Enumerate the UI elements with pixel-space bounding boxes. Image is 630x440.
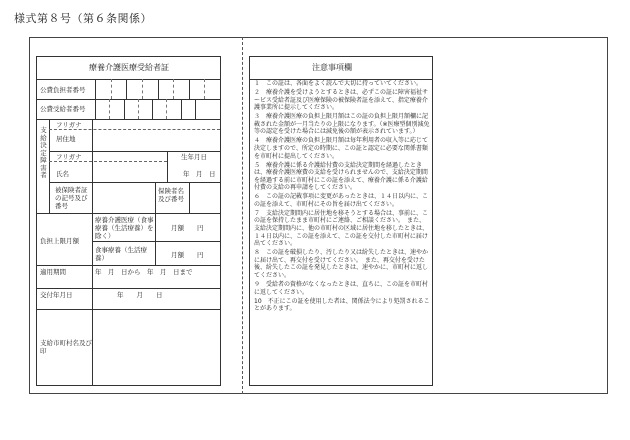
note-item: ７ 支給決定期間内に居住地を移そうとする場合は、事前に、この証を保持したまま市町村にご連絡、ご相談ください。 また、支給決定期間内に、他の市町村の区域に居住地を移したときは、１４日以内に、この証を添えて、この証を交付した市町村に届け出てください。: [254, 209, 429, 248]
note-item: 10 不正にこの証を使用した者は、関係法令により処罰されることがあります。: [254, 297, 430, 313]
limit-label: 負担上限月額: [40, 237, 79, 245]
issue-date-value: 年 月 日: [117, 291, 163, 299]
recipient-number-label: 公費受給者番号: [40, 105, 86, 113]
notes-title: 注意事項欄: [312, 63, 352, 72]
certificate-title: 療養介護医療受給者証: [89, 63, 169, 72]
note-item: ２ 療養介護を受けようとするときは、必ずこの証に障害福祉サービス受給者証及び医療保険の被保険者証を添えて、指定療養介護事業所に提示してください。: [254, 88, 429, 112]
birthdate-label: 生年月日: [181, 153, 207, 161]
birthdate-value: 年 月 日: [183, 170, 216, 178]
certificate-panel: [36, 56, 221, 386]
limit-item-meal: 食事療養（生活療養）: [95, 246, 147, 262]
name-label: 氏名: [56, 170, 69, 178]
municipality-label: 支給市町村名及び 印: [40, 339, 105, 355]
burden-number-label: 公費負担者番号: [40, 86, 86, 94]
note-item: ９ 受給者の資格がなくなったときは、直ちに、この証を市町村に返してください。: [254, 280, 429, 296]
note-item: ８ この証を破損したり、汚したり又は紛失したときは、速やかに届け出て、再交付を受けてください。 また、再交付を受けた後、紛失したこの証を発見したときは、速やかに、市町村に返してください。: [254, 249, 429, 279]
insured-card-label: 被保険者証の記号及び番号: [55, 186, 88, 210]
note-item: ４ 療養介護医療の負担上限月額は毎年利用者の収入等に応じて決定しますので、所定の時期に、この証と認定に必要な関係書類を市町村に提出してください。: [254, 137, 429, 160]
note-item: ５ 療養介護に係る介護給付費の支給決定期間を経過したときは、療養介護医療費の支給を受けられませんので、支給決定期間を経過する前に市町村にこの証を添えて、療養介護に係る介護給付費の支給の再申請をしてください。: [254, 161, 428, 192]
monthly-limit-medical: 月額 円: [171, 224, 204, 232]
fold-line: [242, 37, 243, 394]
beneficiary-group-label: 支給決定障害者: [40, 126, 47, 179]
address-label: 居住地: [56, 135, 76, 143]
period-value: 年 月 日から 年 月 日まで: [95, 268, 193, 276]
name-furigana-label: フリガナ: [56, 153, 82, 161]
period-label: 適用期間: [40, 268, 66, 276]
note-item: ３ 療養介護医療の負担上限月額はこの証の負担上限月額欄に記載された金額が一月当たりの上限になります。（※医療型個別減免等の認定を受けた場合には減免後の額が表示されています。）: [254, 113, 430, 136]
notes-list: [254, 80, 430, 314]
note-item: ６ この証の記載事項に変更があったときは、１４日以内に、この証を添えて、市町村にその旨を届け出てください。: [254, 193, 428, 208]
form-number-label: 様式第８号（第６条関係）: [14, 12, 152, 25]
note-item: １ この証は、各面をよく読んで大切に持っていてください。: [254, 80, 423, 87]
monthly-limit-meal: 月額 円: [171, 251, 204, 259]
burden-number-field[interactable]: [95, 79, 220, 99]
issue-date-label: 交付年月日: [40, 291, 73, 299]
furigana-label: フリガナ: [56, 121, 82, 129]
limit-item-medical: 療養介護医療（食事療養（生活療養）を除く）: [95, 216, 154, 240]
recipient-number-field[interactable]: [95, 99, 195, 119]
insurer-label: 保険者名及び番号: [158, 187, 184, 203]
